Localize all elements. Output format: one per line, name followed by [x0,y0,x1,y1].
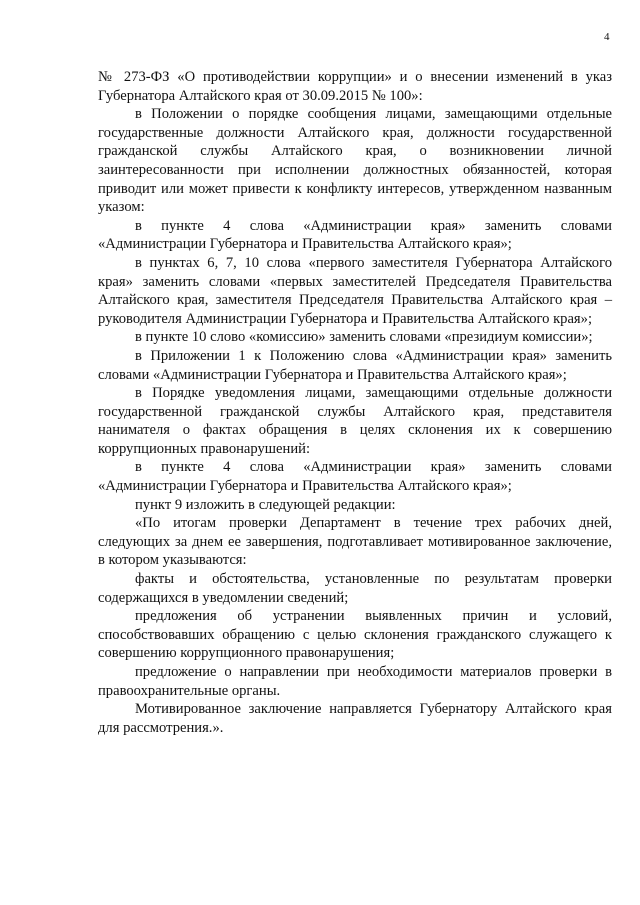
paragraph-conclusion: Мотивированное заключение направляется Губернатору Алтайского края для рассмотрения.». [98,701,612,736]
paragraph-item-10: в пункте 10 слово «комиссию» заменить словами «президиум комиссии»; [135,329,593,346]
paragraph-item-4: в пункте 4 слова «Администрации края» заменить словами «Администрации Губернатора и Правительства Алтайского края»; [98,217,612,253]
paragraph-proposals: предложения об устранении выявленных причин и условий, способствовавших обращению с целью склонения гражданского служащего к совершению коррупционного правонарушения; [98,608,612,662]
paragraph-appendix-1: в Приложении 1 к Положению слова «Администрации края» заменить словами «Администрации Губернатора и Правительства Алтайского края»; [98,347,612,383]
page-number: 4 [604,31,610,43]
paragraph-procedure-item-4: в пункте 4 слова «Администрации края» заменить словами «Администрации Губернатора и Правительства Алтайского края»; [98,459,612,495]
paragraph-items-6-7-10: в пунктах 6, 7, 10 слова «первого заместителя Губернатора Алтайского края» заменить словами «первых заместителей Председателя Правительства Алтайского края, заместителя Председателя Правительства Алтайского края – руководителя Администрации Губернатора и Правительства Алтайского края»; [98,254,612,327]
document-body [98,68,612,737]
paragraph-notification-procedure: в Порядке уведомления лицами, замещающими отдельные должности государственной гражданской службы Алтайского края, представителя нанимателя о фактах обращения в целях склонения их к совершению коррупционных правонарушений: [98,385,612,457]
paragraph-facts: факты и обстоятельства, установленные по результатам проверки содержащихся в уведомлении сведений; [98,571,612,606]
paragraph-law-reference: № 273-ФЗ «О противодействии коррупции» и о внесении изменений в указ Губернатора Алтайского края от 30.09.2015 № 100»: [98,69,612,104]
paragraph-regulation-intro: в Положении о порядке сообщения лицами, замещающими отдельные государственные должности Алтайского края, должности государственной гражданской службы Алтайского края, о возникновении личной заинтересованности при исполнении должностных обязанностей, которая приводит или может привести к конфликту интересов, утвержденном названным указом: [98,106,612,216]
paragraph-item-9-intro: пункт 9 изложить в следующей редакции: [135,496,396,513]
paragraph-law-enforcement: предложение о направлении при необходимости материалов проверки в правоохранительные органы. [98,664,612,699]
paragraph-item-9-text: «По итогам проверки Департамент в течение трех рабочих дней, следующих за днем ее завершения, подготавливает мотивированное заключение, в котором указываются: [98,515,612,569]
